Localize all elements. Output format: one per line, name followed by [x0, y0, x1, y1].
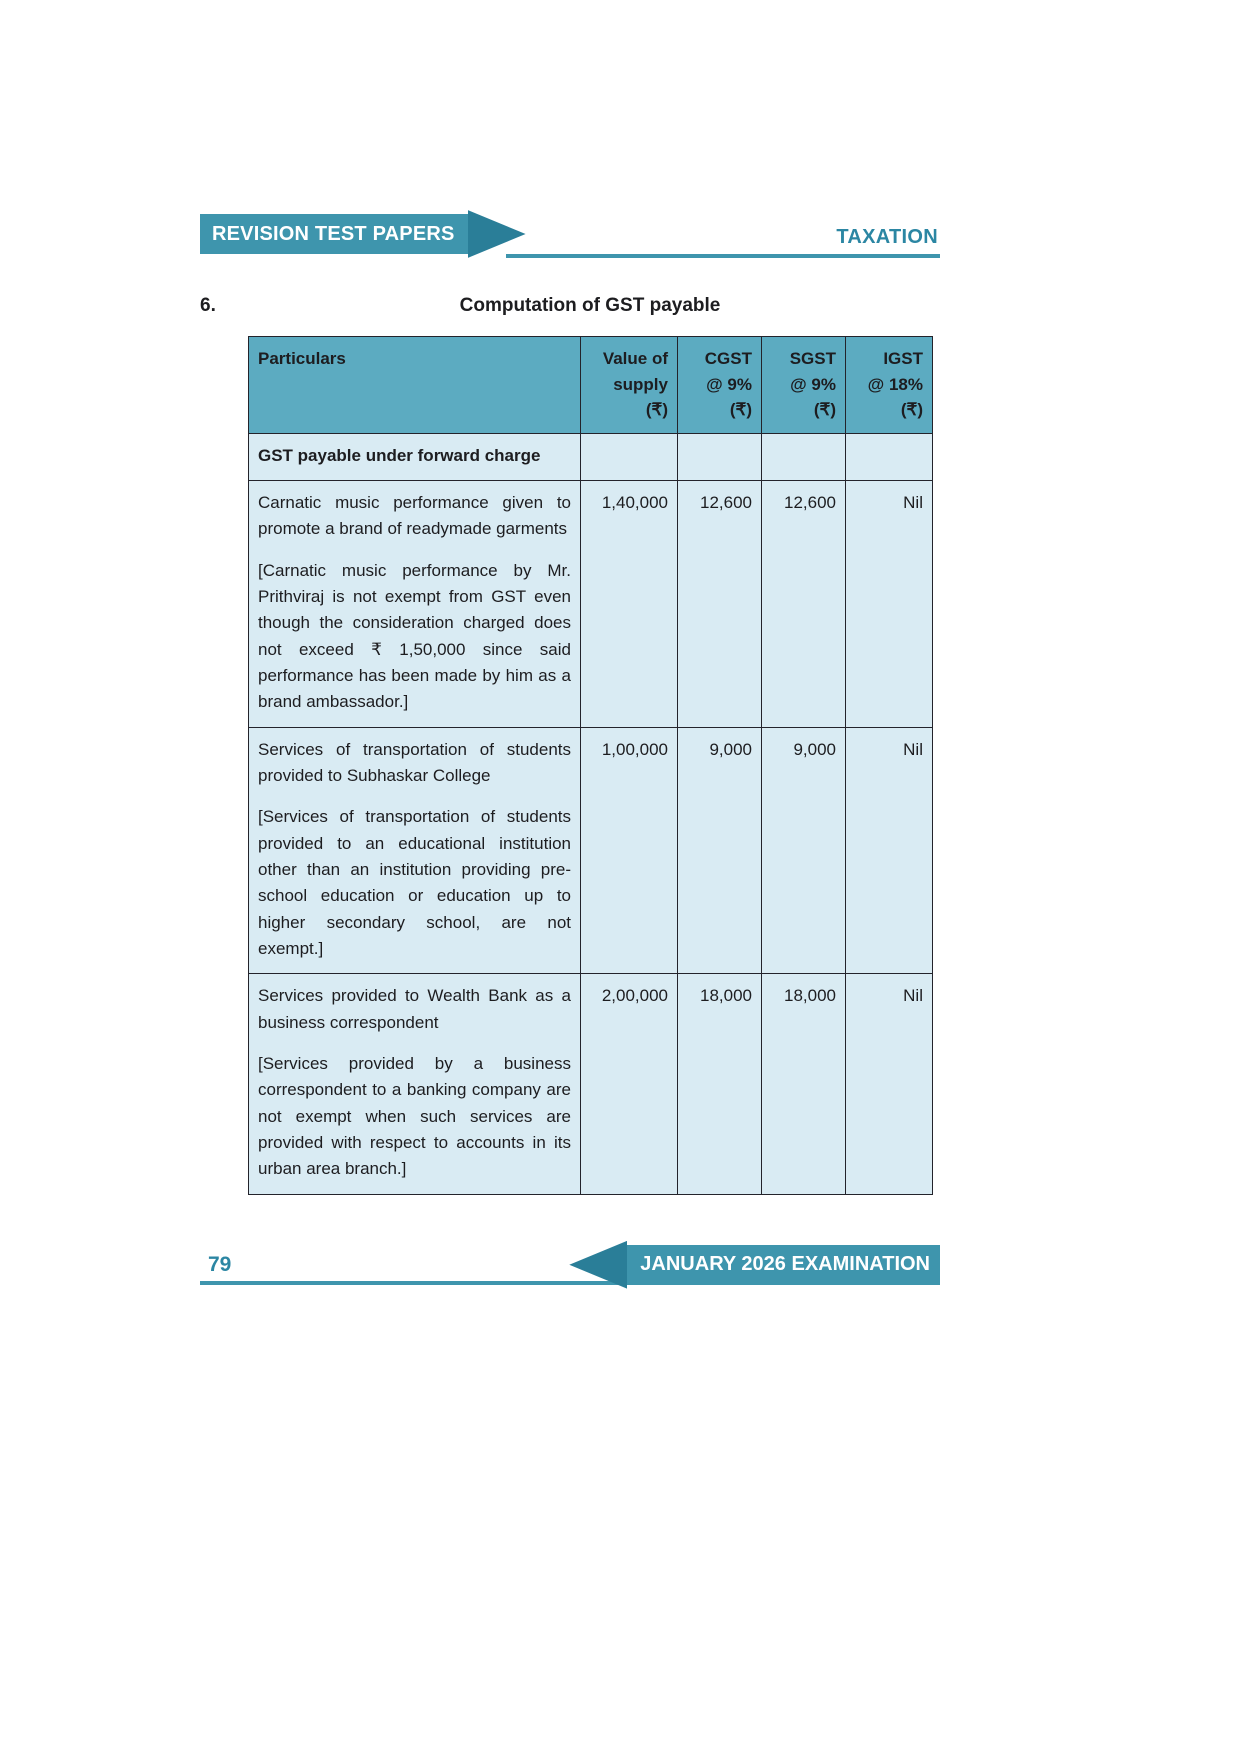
footer-banner-label: JANUARY 2026 EXAMINATION	[626, 1245, 940, 1285]
header-banner	[200, 210, 526, 258]
particulars-paragraph: [Services provided by a business correspondent to a banking company are not exempt when such services are provided with respect to accounts in its urban area branch.]	[258, 1054, 571, 1179]
footer-banner	[569, 1241, 940, 1289]
page-footer	[200, 1237, 940, 1289]
cell-value	[581, 433, 678, 480]
header-subject-label: TAXATION	[836, 226, 938, 248]
cell-particulars	[249, 974, 581, 1194]
cell-value: 1,00,000	[581, 727, 678, 974]
table-body	[249, 433, 933, 1194]
table-header-row	[249, 337, 933, 434]
cell-igst: Nil	[846, 480, 933, 727]
table-row	[249, 727, 933, 974]
cell-cgst	[678, 433, 762, 480]
table-row	[249, 974, 933, 1194]
table-header-particulars: Particulars	[249, 337, 581, 434]
table-head	[249, 337, 933, 434]
header-banner-label: REVISION TEST PAPERS	[200, 214, 469, 254]
cell-value: 2,00,000	[581, 974, 678, 1194]
particulars-paragraph: GST payable under forward charge	[258, 445, 541, 465]
table-header-cgst: CGST @ 9% (₹)	[678, 337, 762, 434]
cell-cgst: 18,000	[678, 974, 762, 1194]
particulars-paragraph: [Carnatic music performance by Mr. Prithviraj is not exempt from GST even though the consideration charged does not exceed ₹ 1,50,000 since said performance has been made by him as a brand ambassador.]	[258, 560, 571, 712]
table-row	[249, 433, 933, 480]
cell-sgst: 12,600	[762, 480, 846, 727]
section-heading	[200, 295, 940, 321]
cell-igst: Nil	[846, 727, 933, 974]
gst-table	[248, 336, 933, 1195]
cell-particulars	[249, 480, 581, 727]
cell-value: 1,40,000	[581, 480, 678, 727]
cell-sgst	[762, 433, 846, 480]
particulars-paragraph: [Services of transportation of students provided to an educational institution other than an institution providing pre-school education or education up to higher secondary school, are not exempt.]	[258, 807, 571, 958]
header-arrow-right-icon	[468, 210, 526, 258]
table-row	[249, 480, 933, 727]
page-title: Computation of GST payable	[459, 295, 721, 316]
header-right	[506, 226, 940, 258]
footer-arrow-left-icon	[569, 1241, 627, 1289]
particulars-paragraph: Services of transportation of students provided to Subhaskar College	[258, 739, 571, 785]
cell-sgst: 9,000	[762, 727, 846, 974]
cell-igst: Nil	[846, 974, 933, 1194]
particulars-paragraph: Services provided to Wealth Bank as a business correspondent	[258, 986, 571, 1032]
particulars-paragraph: Carnatic music performance given to promote a brand of readymade garments	[258, 492, 571, 539]
cell-igst	[846, 433, 933, 480]
page-header	[200, 210, 940, 258]
table-header-value-of-supply: Value of supply (₹)	[581, 337, 678, 434]
header-rule	[506, 254, 940, 258]
cell-cgst: 9,000	[678, 727, 762, 974]
table-header-igst: IGST @ 18% (₹)	[846, 337, 933, 434]
table-header-sgst: SGST @ 9% (₹)	[762, 337, 846, 434]
cell-cgst: 12,600	[678, 480, 762, 727]
cell-particulars	[249, 433, 581, 480]
page-number: 79	[208, 1252, 232, 1276]
cell-particulars	[249, 727, 581, 974]
cell-sgst: 18,000	[762, 974, 846, 1194]
section-number: 6.	[200, 295, 216, 316]
